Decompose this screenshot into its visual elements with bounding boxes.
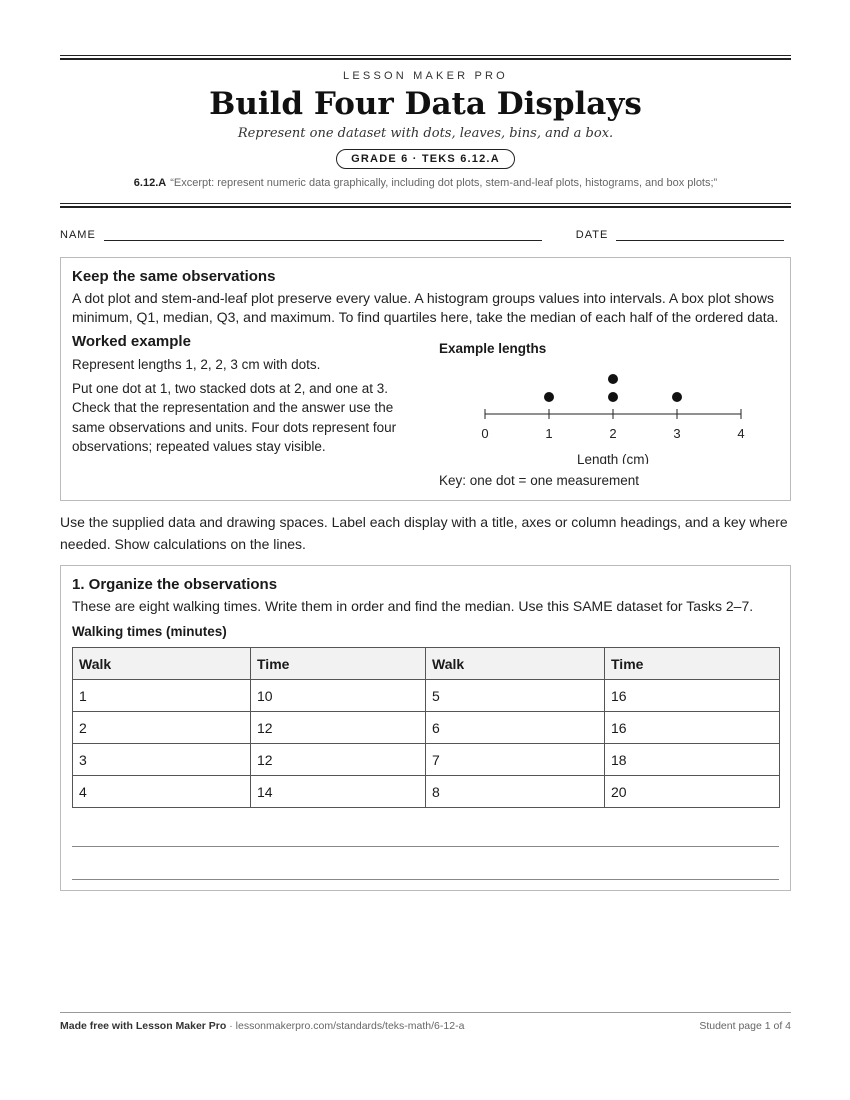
brand-label: LESSON MAKER PRO: [343, 70, 508, 82]
table-cell: 18: [605, 744, 780, 776]
table-cell: 5: [426, 680, 605, 712]
intro-body: A dot plot and stem-and-leaf plot preserve every value. A histogram groups values into intervals. A box plot shows minimum, Q1, median, Q3, and maximum. To find quartiles here, take the median of each half of the ordered data.: [72, 290, 779, 325]
table-row: [73, 680, 780, 712]
intro-heading: Keep the same observations: [72, 268, 276, 285]
x-tick-label: 0: [481, 426, 489, 441]
task-1-heading: 1. Organize the observations: [72, 576, 278, 593]
table-cell: 6: [426, 712, 605, 744]
worked-line-1: Represent lengths 1, 2, 2, 3 cm with dots.: [72, 357, 321, 372]
name-date-row: [60, 228, 791, 241]
dot-plot-key: Key: one dot = one measurement: [439, 473, 640, 488]
grade-badge: GRADE 6 · TEKS 6.12.A: [336, 149, 515, 169]
table-cell: 14: [251, 776, 426, 808]
worked-heading: Worked example: [72, 333, 191, 350]
name-field[interactable]: [104, 228, 542, 241]
footer-url: · lessonmakerpro.com/standards/teks-math/6-12-a: [229, 1020, 465, 1032]
table-cell: 12: [251, 712, 426, 744]
table-caption: Walking times (minutes): [72, 624, 227, 639]
table-cell: 10: [251, 680, 426, 712]
x-tick-label: 1: [545, 426, 553, 441]
data-dot: [544, 392, 554, 402]
table-cell: 8: [426, 776, 605, 808]
name-label: NAME: [60, 229, 96, 241]
table-cell: 16: [605, 680, 780, 712]
standard-excerpt: [60, 177, 791, 189]
table-row: [73, 744, 780, 776]
x-tick-label: 2: [609, 426, 617, 441]
date-field[interactable]: [616, 228, 784, 241]
worksheet-page: [60, 0, 791, 891]
date-label: DATE: [575, 229, 609, 241]
table-cell: 12: [251, 744, 426, 776]
column-header: Walk: [73, 648, 251, 680]
answer-line-1[interactable]: [72, 814, 779, 847]
data-dot: [608, 374, 618, 384]
x-tick-label: 4: [737, 426, 745, 441]
table-cell: 16: [605, 712, 780, 744]
instructions: Use the supplied data and drawing spaces. Label each display with a title, axes or column headings, and a key where needed. Show calculations on the lines.: [60, 514, 788, 552]
worked-line-2: Put one dot at 1, two stacked dots at 2, and one at 3. Check that the representation and the answer use the same observations and units. Four dots represent four observations; repeated values stay visible.: [72, 380, 397, 454]
column-header: Walk: [426, 648, 605, 680]
footer-made-with: Made free with Lesson Maker Pro: [60, 1020, 227, 1032]
page-footer: [60, 1012, 791, 1032]
dot-plot: [439, 356, 779, 464]
page-subtitle: Represent one dataset with dots, leaves, bins, and a box.: [237, 126, 614, 141]
task-1-body: These are eight walking times. Write them in order and find the median. Use this SAME dataset for Tasks 2–7.: [72, 598, 754, 614]
column-header: Time: [605, 648, 780, 680]
header-bottom-rule: [60, 203, 791, 208]
footer-credit: [60, 1020, 464, 1032]
walking-times-table: [72, 647, 780, 808]
data-dot: [672, 392, 682, 402]
standard-text: “Excerpt: represent numeric data graphically, including dot plots, stem-and-leaf plots, histograms, and box plots;”: [170, 177, 718, 189]
data-dot: [608, 392, 618, 402]
table-row: [73, 712, 780, 744]
column-header: Time: [251, 648, 426, 680]
answer-line-2[interactable]: [72, 847, 779, 880]
table-cell: 3: [73, 744, 251, 776]
table-cell: 20: [605, 776, 780, 808]
x-tick-label: 3: [673, 426, 681, 441]
intro-box: [60, 257, 791, 501]
table-header-row: [73, 648, 780, 680]
task-1-box: [60, 565, 791, 891]
table-cell: 4: [73, 776, 251, 808]
x-axis-label: Length (cm): [576, 452, 650, 464]
table-cell: 7: [426, 744, 605, 776]
table-cell: 1: [73, 680, 251, 712]
page-title: Build Four Data Displays: [209, 86, 642, 122]
table-row: [73, 776, 780, 808]
dot-plot-title: Example lengths: [439, 341, 547, 356]
table-cell: 2: [73, 712, 251, 744]
footer-page-number: Student page 1 of 4: [699, 1020, 791, 1032]
top-rule: [60, 55, 791, 60]
dot-plot-panel: [439, 333, 779, 488]
standard-code: 6.12.A: [133, 177, 167, 189]
worked-example: [72, 333, 779, 488]
